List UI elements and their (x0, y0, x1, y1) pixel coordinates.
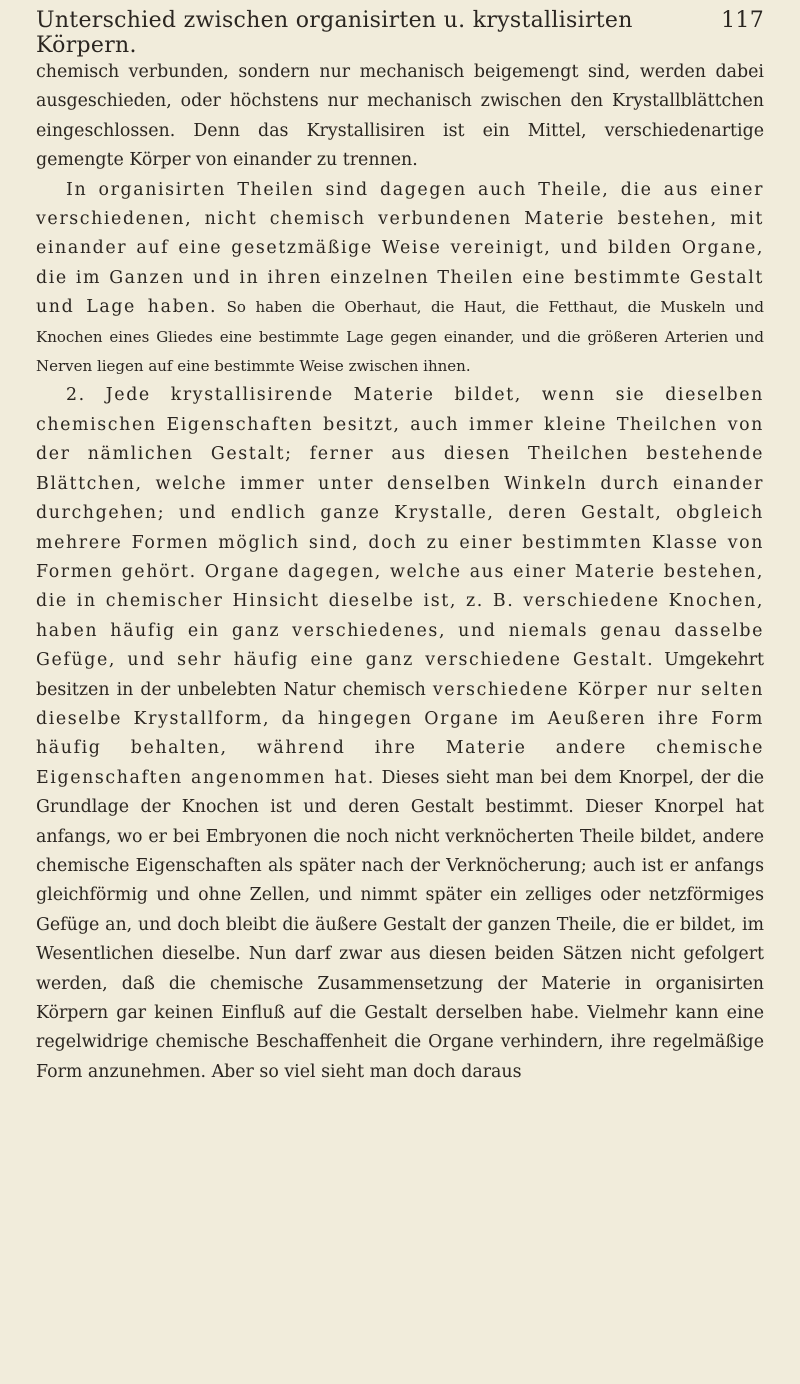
text-segment: Umgekehrt besitzen in der unbelebten Natur chemisch (36, 650, 764, 700)
emphasized-text-segment: In organisirten Theilen sind dagegen auch Theile, die aus einer verschiedenen, nicht chemisch verbundenen Materie bestehen, mit einander auf eine gesetzmäßige Weise vereinigt, und bilden Organe, die im Ganzen und in ihren einzelnen Theilen eine bestimmte Gestalt und Lage haben. (36, 179, 764, 318)
running-head (36, 8, 764, 58)
small-print-segment: So haben die Oberhaut, die Haut, die Fetthaut, die Muskeln und Knochen eines Gliedes eine bestimmte Lage gegen einander, und die größeren Arterien und Nerven liegen auf eine bestimmte Weise zwischen ihnen. (36, 298, 764, 376)
paragraph (36, 58, 764, 176)
running-head-title: Unterschied zwischen organisirten u. krystallisirten Körpern. (36, 8, 633, 58)
paragraph (36, 176, 764, 382)
body-text (36, 58, 764, 1087)
emphasized-text-segment: verschiedene Körper nur selten dieselbe Krystallform, da hingegen Organe im Aeußeren ihre Form häufig behalten, während ihre Materie andere chemische Eigenschaften angenommen hat. (36, 679, 765, 788)
text-segment: chemisch verbunden, sondern nur mechanisch beigemengt sind, werden dabei ausgeschieden, oder höchstens nur mechanisch zwischen den Krystallblättchen eingeschlossen. Denn das Krystallisiren ist ein Mittel, verschiedenartige gemengte Körper von einander zu trennen. (36, 62, 764, 171)
emphasized-text-segment: 2. Jede krystallisirende Materie bildet, wenn sie dieselben chemischen Eigenschaften besitzt, auch immer kleine Theilchen von der nämlichen Gestalt; ferner aus diesen Theilchen bestehende Blättchen, welche immer unter denselben Winkeln durch einander durchgehen; und endlich ganze Krystalle, deren Gestalt, obgleich mehrere Formen möglich sind, doch zu einer bestimmten Klasse von Formen gehört. Organe dagegen, welche aus einer Materie bestehen, die in chemischer Hinsicht dieselbe ist, z. B. verschiedene Knochen, haben häufig ein ganz verschiedenes, und niemals genau dasselbe Gefüge, und sehr häufig eine ganz verschiedene Gestalt. (36, 385, 764, 671)
page-number: 117 (721, 8, 764, 33)
paragraph (36, 381, 764, 1087)
text-segment: Dieses sieht man bei dem Knorpel, der die Grundlage der Knochen ist und deren Gestalt bestimmt. Dieser Knorpel hat anfangs, wo er bei Embryonen die noch nicht verknöcherten Theile bildet, andere chemische Eigenschaften als später nach der Verknöcherung; auch ist er anfangs gleichförmig und ohne Zellen, und nimmt später ein zelliges oder netzförmiges Gefüge an, und doch bleibt die äußere Gestalt der ganzen Theile, die er bildet, im Wesentlichen dieselbe. Nun darf zwar aus diesen beiden Sätzen nicht gefolgert werden, daß die chemische Zusammensetzung der Materie in organisirten Körpern gar keinen Einfluß auf die Gestalt derselben habe. Vielmehr kann eine regelwidrige chemische Beschaffenheit die Organe verhindern, ihre regelmäßige Form anzunehmen. Aber so viel sieht man doch daraus (36, 767, 764, 1082)
